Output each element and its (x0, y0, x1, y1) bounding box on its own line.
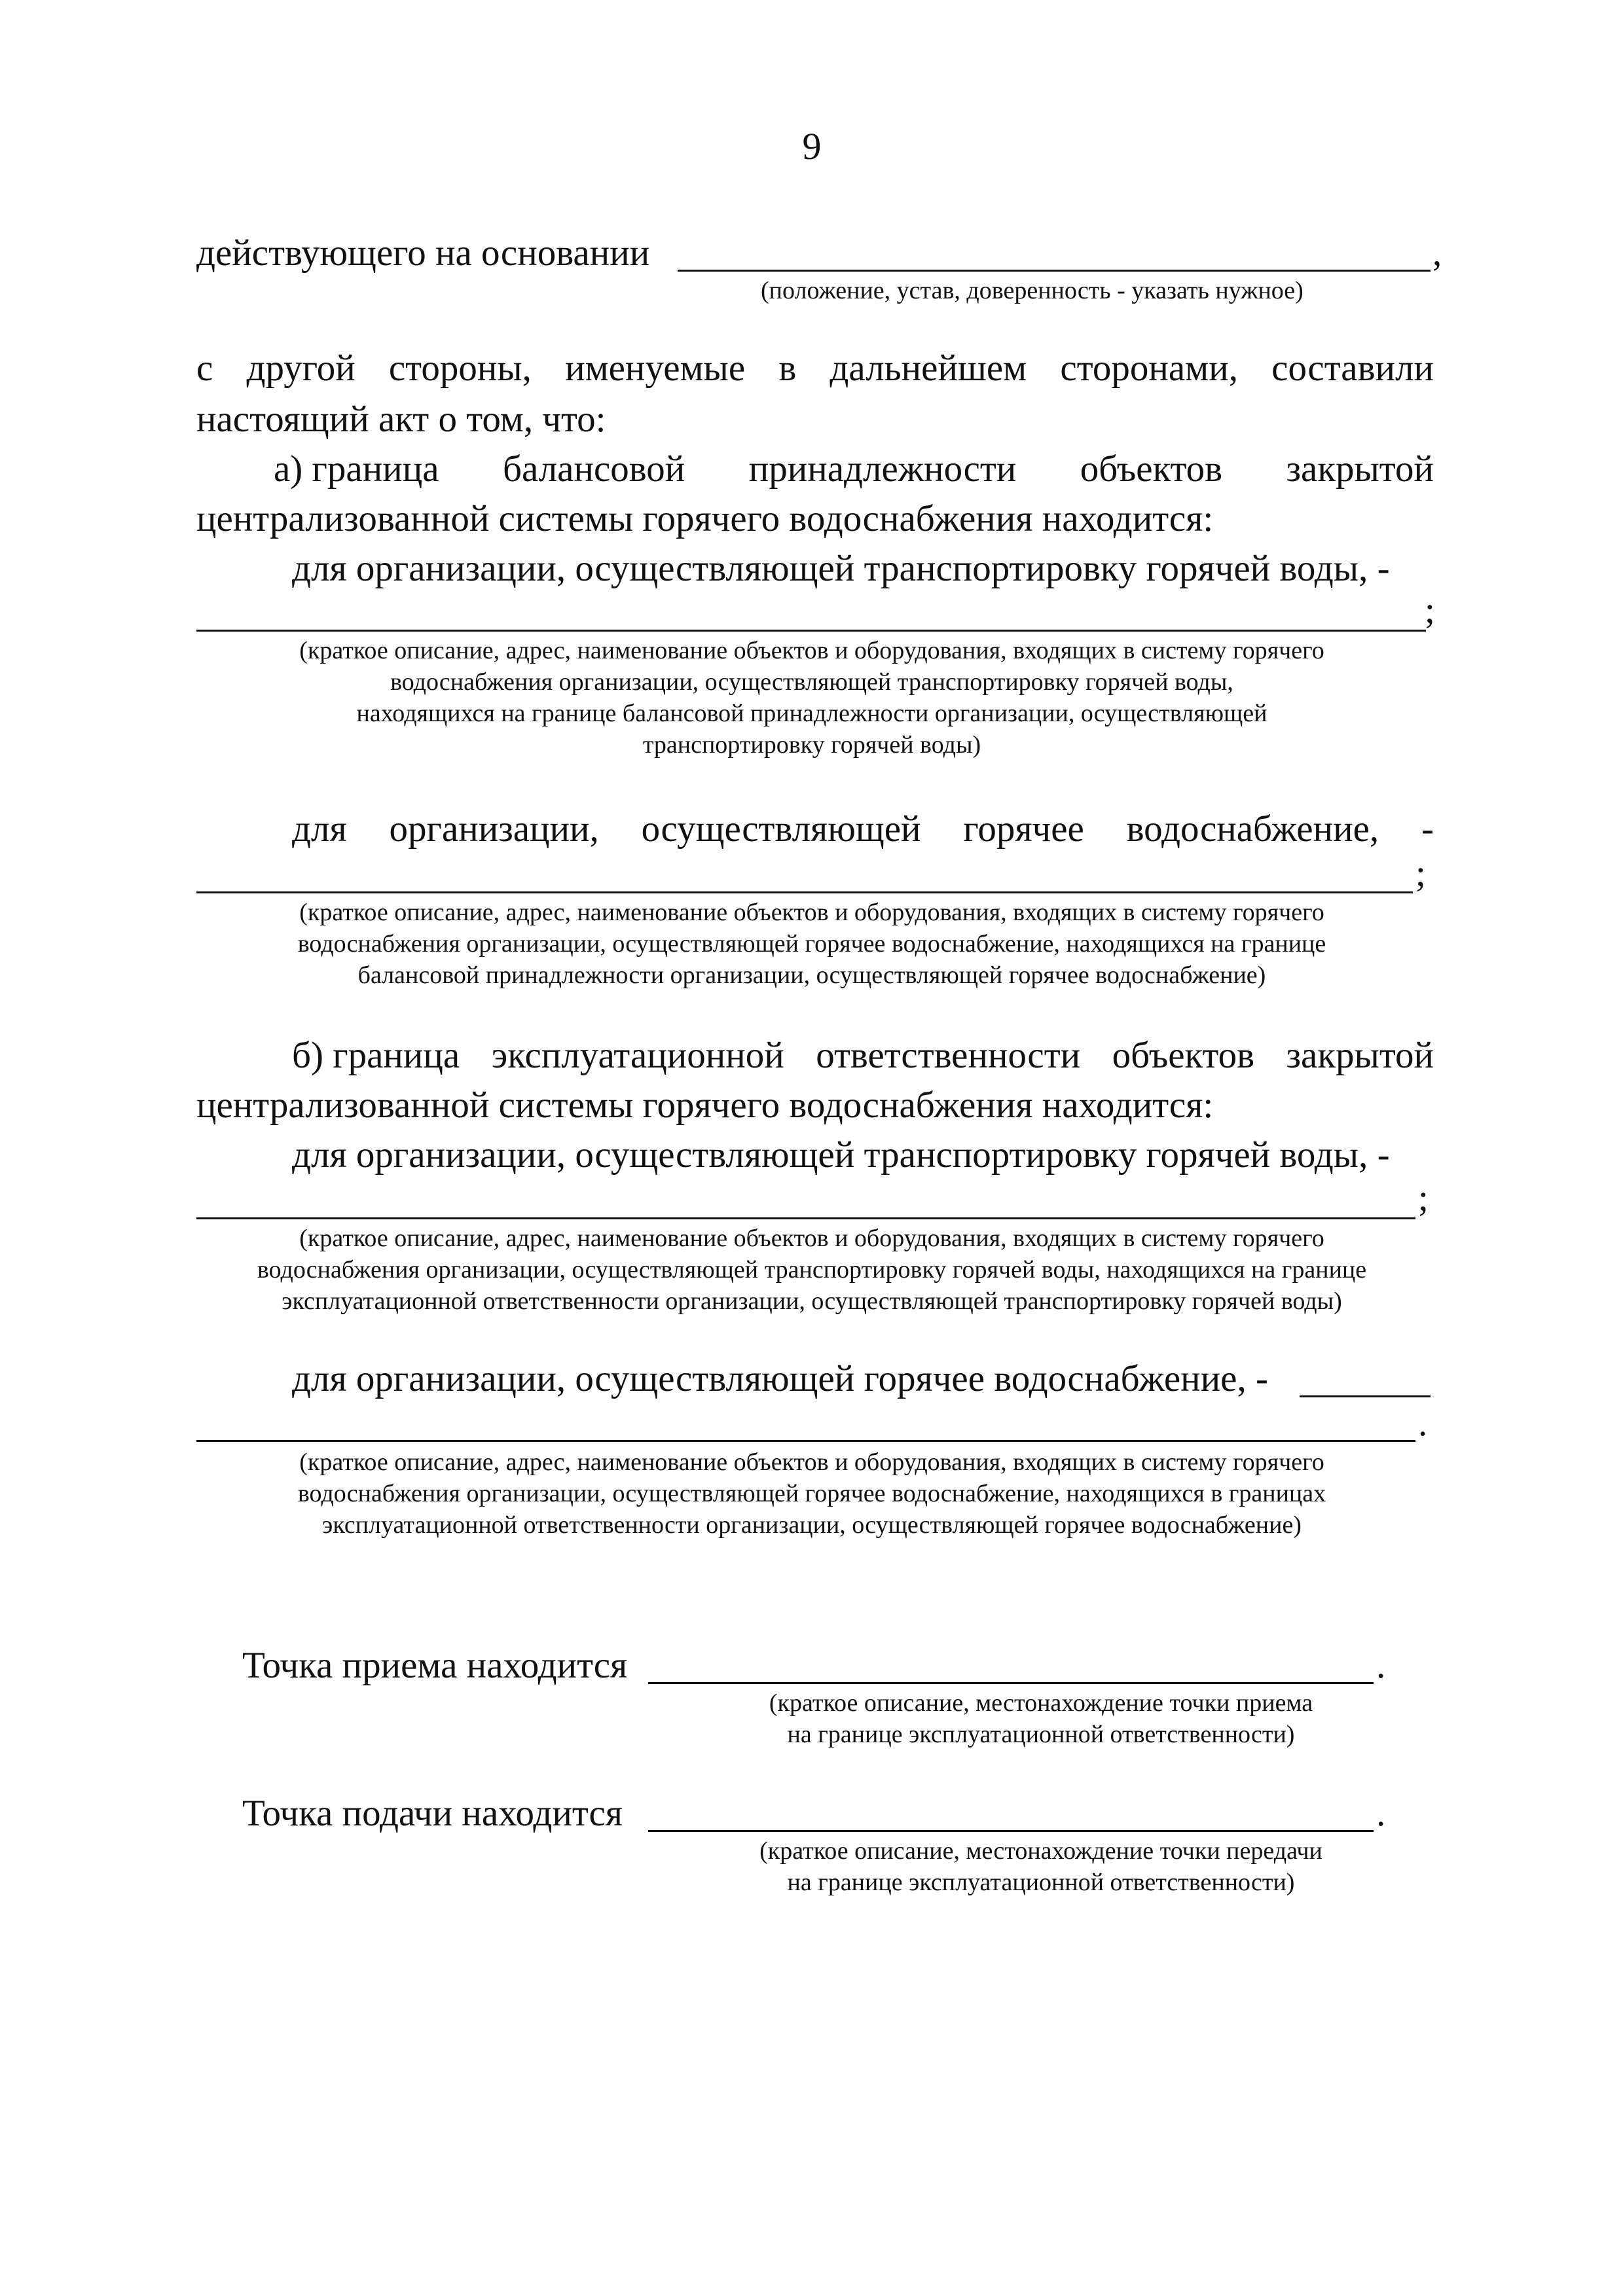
note-line: на границе эксплуатационной ответственности) (787, 1721, 1295, 1748)
note-line: (краткое описание, адрес, наименование объектов и оборудования, входящих в систему горячего (299, 1225, 1324, 1252)
section-b-transport-label: для организации, осуществляющей транспортировку горячей воды, - (292, 1134, 1390, 1175)
section-a-supply-word: для (292, 808, 347, 850)
section-a-supply-word: организации, (389, 808, 599, 850)
section-b-word: ответственности (816, 1035, 1081, 1076)
section-a-transport-end: ; (1425, 590, 1435, 631)
section-b-word: эксплуатационной (491, 1035, 784, 1076)
section-b-word: объектов (1112, 1035, 1255, 1076)
section-b-heading (292, 1033, 1434, 1079)
intro-word: сторонами, (1060, 348, 1238, 389)
section-a-transport-label: для организации, осуществляющей транспортировку горячей воды, - (292, 548, 1390, 589)
section-a-heading (274, 446, 1434, 492)
section-b-supply-end: . (1418, 1403, 1428, 1444)
note-line: (краткое описание, адрес, наименование объектов и оборудования, входящих в систему горячего (299, 1448, 1324, 1476)
section-b-word: б) граница (292, 1035, 460, 1076)
section-a-transport-input-line[interactable] (196, 630, 1426, 632)
section-a-supply-word: горячее (963, 808, 1084, 850)
section-b-supply-input-line[interactable] (196, 1440, 1415, 1442)
section-a-supply-label (292, 806, 1434, 852)
note-line: транспортировку горячей воды) (642, 731, 981, 759)
note-line: эксплуатационной ответственности организации, осуществляющей горячее водоснабжение) (322, 1511, 1302, 1539)
delivery-point-end: . (1376, 1793, 1386, 1834)
intro-line-1 (196, 346, 1434, 391)
note-line: (краткое описание, местонахождение точки передачи (759, 1837, 1322, 1865)
section-a-word: принадлежности (748, 448, 1017, 490)
section-b-supply-note (196, 1446, 1427, 1541)
note-line: балансовой принадлежности организации, осуществляющей горячее водоснабжение) (357, 961, 1266, 989)
receiving-point-note (694, 1687, 1388, 1750)
intro-line-2: настоящий акт о том, что: (196, 399, 606, 440)
intro-word: стороны, (388, 348, 532, 389)
note-line: на границе эксплуатационной ответственности) (787, 1869, 1295, 1896)
section-a-supply-word: - (1421, 808, 1434, 850)
delivery-point-input-line[interactable] (648, 1830, 1374, 1832)
receiving-point-end: . (1376, 1645, 1386, 1686)
note-line: (краткое описание, местонахождение точки приема (769, 1689, 1313, 1717)
section-a-supply-word: осуществляющей (641, 808, 921, 850)
section-a-word: закрытой (1286, 448, 1434, 490)
note-line: водоснабжения организации, осуществляющей транспортировку горячей воды, (390, 668, 1233, 696)
note-line: водоснабжения организации, осуществляющей горячее водоснабжение, находящихся в границах (297, 1480, 1326, 1507)
section-a-word: объектов (1080, 448, 1223, 490)
section-b-word: закрытой (1286, 1035, 1434, 1076)
intro-word: с (196, 348, 213, 389)
section-b-transport-input-line[interactable] (196, 1217, 1415, 1219)
intro-word: именуемые (565, 348, 746, 389)
basis-label: действующего на основании (196, 232, 650, 274)
basis-comma: , (1432, 232, 1442, 274)
basis-input-line[interactable] (678, 270, 1431, 272)
section-b-supply-inline-input-line[interactable] (1300, 1395, 1431, 1397)
note-line: водоснабжения организации, осуществляющей транспортировку горячей воды, находящихся на границе (257, 1256, 1367, 1283)
section-b-transport-end: ; (1418, 1177, 1429, 1219)
intro-word: дальнейшем (830, 348, 1027, 389)
delivery-point-label: Точка подачи находится (242, 1793, 623, 1834)
note-line: (краткое описание, адрес, наименование объектов и оборудования, входящих в систему горячего (299, 637, 1324, 664)
section-a-word: балансовой (502, 448, 685, 490)
intro-word: составили (1271, 348, 1434, 389)
section-a-supply-word: водоснабжение, (1126, 808, 1379, 850)
note-line: водоснабжения организации, осуществляющей горячее водоснабжение, находящихся на границе (297, 930, 1326, 958)
basis-note: (положение, устав, доверенность - указать нужное) (761, 277, 1304, 304)
note-line: эксплуатационной ответственности организации, осуществляющей транспортировку горячей воды) (282, 1287, 1342, 1315)
receiving-point-input-line[interactable] (648, 1682, 1374, 1684)
note-line: (краткое описание, адрес, наименование объектов и оборудования, входящих в систему горячего (299, 899, 1324, 926)
section-a-word: а) граница (274, 448, 439, 490)
intro-word: другой (246, 348, 356, 389)
section-b-supply-label: для организации, осуществляющей горячее водоснабжение, - (292, 1358, 1268, 1399)
note-line: находящихся на границе балансовой принадлежности организации, осуществляющей (356, 700, 1267, 727)
section-a-supply-end: ; (1415, 853, 1426, 894)
delivery-point-note (694, 1835, 1388, 1898)
section-a-supply-note (196, 897, 1427, 991)
section-a-supply-input-line[interactable] (196, 891, 1413, 893)
section-a-transport-note (196, 635, 1427, 761)
section-b-line-2: централизованной системы горячего водоснабжения находится: (196, 1085, 1214, 1126)
section-a-line-2: централизованной системы горячего водоснабжения находится: (196, 498, 1214, 539)
section-b-transport-note (196, 1223, 1427, 1317)
intro-word: в (778, 348, 797, 389)
receiving-point-label: Точка приема находится (242, 1645, 628, 1686)
page-number: 9 (802, 125, 822, 168)
